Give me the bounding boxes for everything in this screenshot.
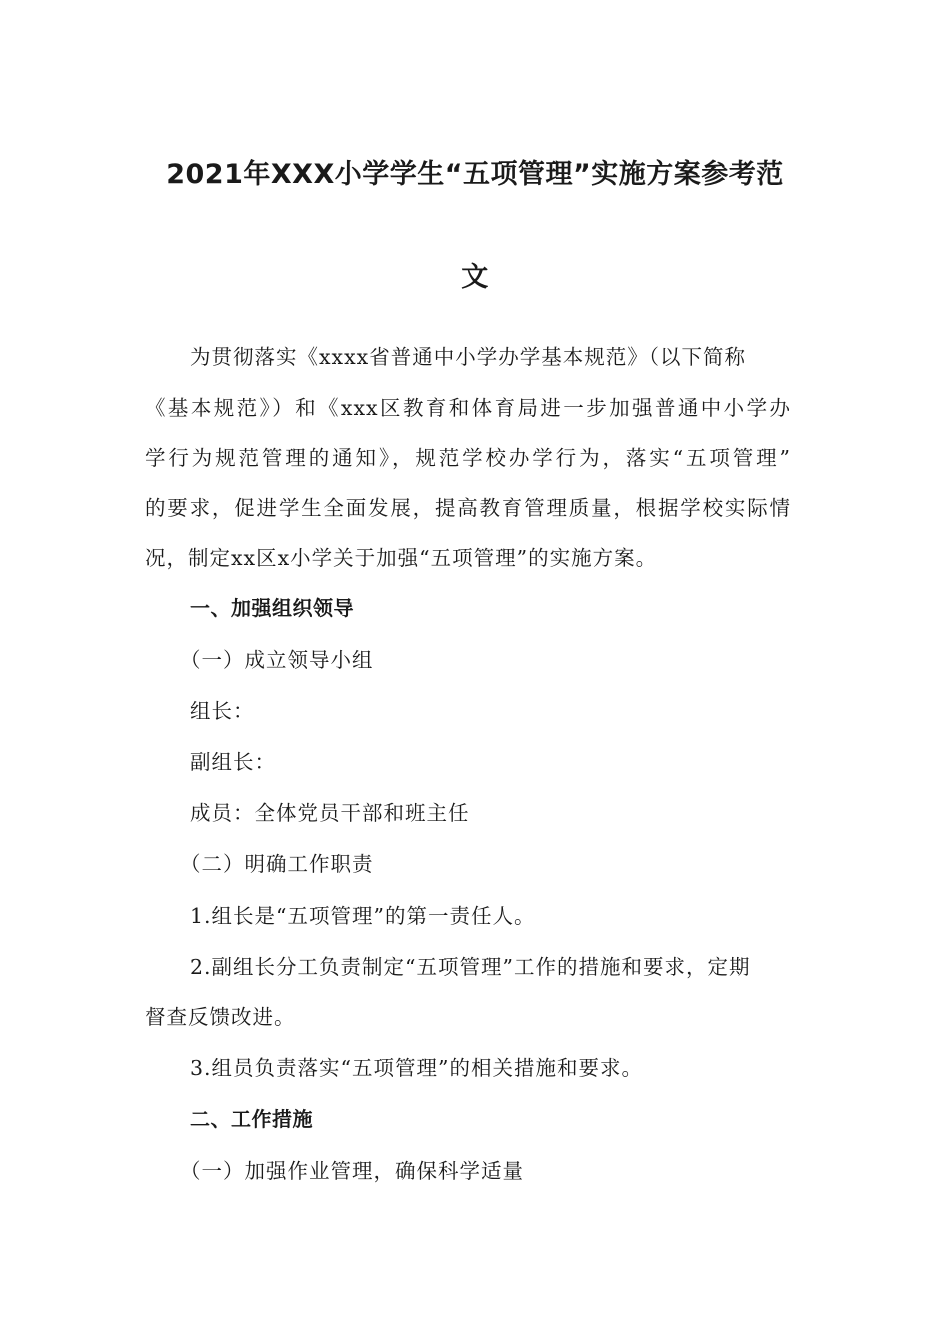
leader-line: 组长： [190, 699, 255, 723]
intro-line-1: 为贯彻落实《xxxx省普通中小学办学基本规范》（以下简称 [190, 345, 746, 369]
section2-heading: 二、工作措施 [190, 1107, 313, 1131]
section1-subheading-2: （二）明确工作职责 [180, 852, 374, 876]
document-title-line1: 2021年XXX小学学生“五项管理”实施方案参考范 [166, 159, 784, 190]
intro-line-4: 的要求，促进学生全面发展，提高教育管理质量，根据学校实际情 [145, 496, 791, 520]
duty-2-line-2: 督查反馈改进。 [145, 1005, 296, 1029]
intro-line-3: 学行为规范管理的通知》，规范学校办学行为，落实“五项管理” [145, 446, 791, 470]
duty-2-line-1: 2.副组长分工负责制定“五项管理”工作的措施和要求，定期 [190, 955, 751, 979]
duty-1: 1.组长是“五项管理”的第一责任人。 [190, 904, 536, 928]
section1-subheading-1: （一）成立领导小组 [180, 648, 374, 672]
deputy-leader-line: 副组长： [190, 750, 276, 774]
intro-line-5: 况，制定xx区x小学关于加强“五项管理”的实施方案。 [145, 546, 658, 570]
section2-subheading-1: （一）加强作业管理，确保科学适量 [180, 1159, 524, 1183]
duty-3: 3.组员负责落实“五项管理”的相关措施和要求。 [190, 1056, 644, 1080]
document-title-line2: 文 [461, 262, 489, 293]
section1-heading: 一、加强组织领导 [190, 596, 354, 620]
members-line: 成员：全体党员干部和班主任 [190, 801, 470, 825]
intro-line-2: 《基本规范》）和《xxx区教育和体育局进一步加强普通中小学办 [145, 396, 791, 420]
